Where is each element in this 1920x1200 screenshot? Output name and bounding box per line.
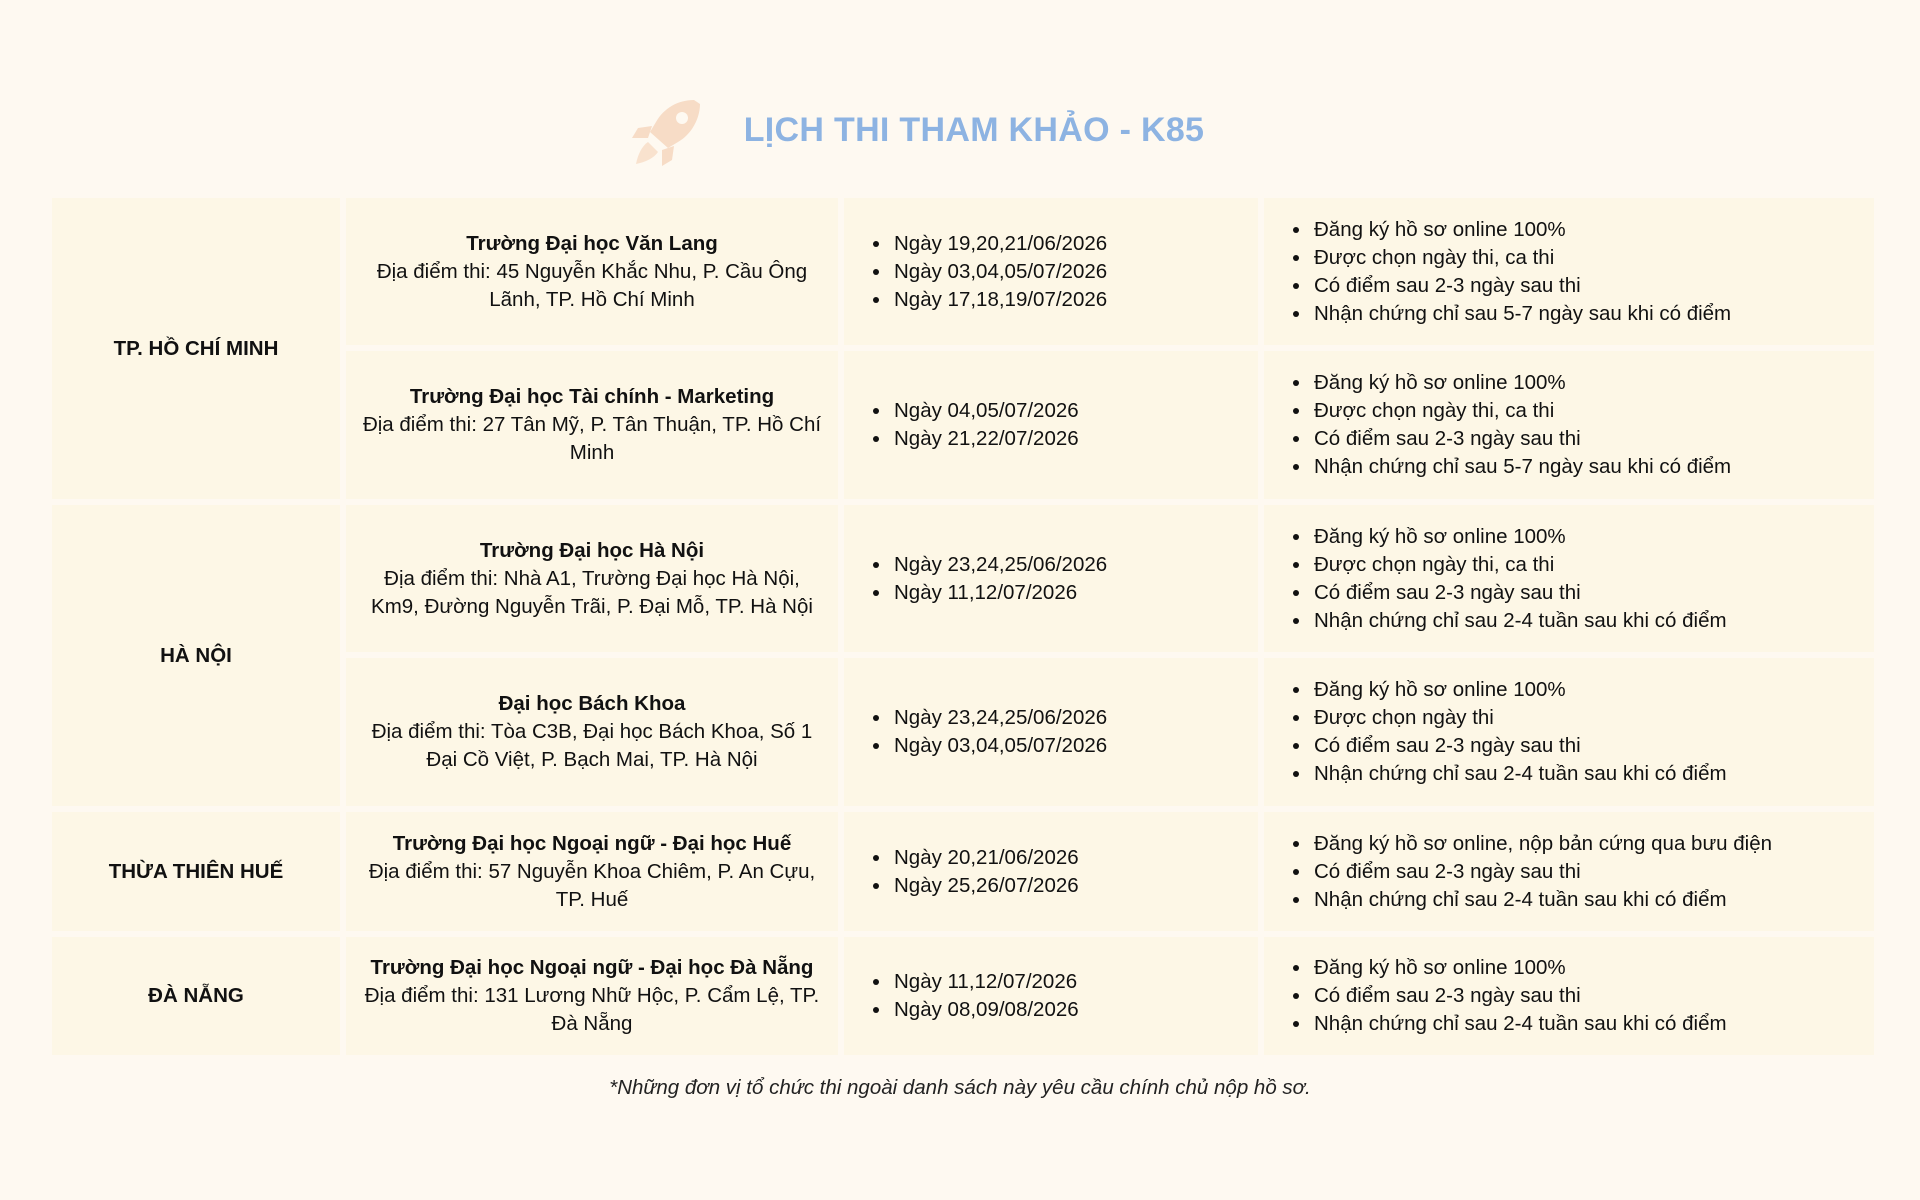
notes-cell	[1264, 351, 1874, 499]
school-name: Trường Đại học Tài chính - Marketing	[409, 385, 775, 408]
school-address: Địa điểm thi: Tòa C3B, Đại học Bách Khoa, Số 1 Đại Cồ Việt, P. Bạch Mai, TP. Hà Nội	[371, 720, 813, 771]
school-name: Trường Đại học Ngoại ngữ - Đại học Huế	[392, 831, 792, 855]
list-item: • Có điểm sau 2-3 ngày sau thi	[1312, 982, 1860, 1010]
list-item: • Đăng ký hồ sơ online 100%	[1312, 676, 1860, 704]
list-item: • Có điểm sau 2-3 ngày sau thi	[1312, 272, 1860, 300]
table-row	[52, 812, 1874, 931]
list-item: • Được chọn ngày thi, ca thi	[1312, 551, 1860, 579]
dates-cell	[844, 937, 1258, 1055]
list-item: • Ngày 19,20,21/06/2026	[892, 230, 1244, 258]
school-cell	[346, 351, 838, 499]
list-item: • Ngày 20,21/06/2026	[892, 844, 1244, 872]
table-row	[52, 505, 1874, 652]
dates-list	[858, 704, 1244, 760]
list-item: • Có điểm sau 2-3 ngày sau thi	[1312, 732, 1860, 760]
dates-cell	[844, 505, 1258, 652]
list-item: • Được chọn ngày thi, ca thi	[1312, 397, 1860, 425]
city-cell: TP. HỒ CHÍ MINH	[52, 198, 340, 499]
list-item: • Được chọn ngày thi	[1312, 704, 1860, 732]
notes-list	[1278, 369, 1860, 481]
dates-list	[858, 230, 1244, 314]
city-cell: THỪA THIÊN HUẾ	[52, 812, 340, 931]
dates-list	[858, 968, 1244, 1024]
list-item: • Ngày 04,05/07/2026	[892, 397, 1244, 425]
school-cell	[346, 658, 838, 806]
school-address: Địa điểm thi: 27 Tân Mỹ, P. Tân Thuận, TP. Hồ Chí Minh	[362, 413, 822, 464]
dates-cell	[844, 812, 1258, 931]
school-address: Địa điểm thi: Nhà A1, Trường Đại học Hà Nội, Km9, Đường Nguyễn Trãi, P. Đại Mỗ, TP. Hà Nội	[371, 566, 813, 618]
list-item: • Ngày 11,12/07/2026	[892, 579, 1244, 607]
list-item: • Đăng ký hồ sơ online, nộp bản cứng qua bưu điện	[1312, 830, 1860, 858]
dates-cell	[844, 658, 1258, 806]
notes-list	[1278, 676, 1860, 788]
list-item: • Đăng ký hồ sơ online 100%	[1312, 523, 1860, 551]
school-address: Địa điểm thi: 45 Nguyễn Khắc Nhu, P. Cầu Ông Lãnh, TP. Hồ Chí Minh	[376, 259, 808, 311]
school-cell	[346, 198, 838, 345]
notes-cell	[1264, 937, 1874, 1055]
list-item: • Ngày 21,22/07/2026	[892, 425, 1244, 453]
list-item: • Đăng ký hồ sơ online 100%	[1312, 216, 1860, 244]
city-cell: ĐÀ NẴNG	[52, 937, 340, 1055]
notes-cell	[1264, 198, 1874, 345]
list-item: • Ngày 03,04,05/07/2026	[892, 258, 1244, 286]
footnote: *Những đơn vị tổ chức thi ngoài danh sách này yêu cầu chính chủ nộp hồ sơ.	[609, 1076, 1311, 1099]
table-row	[52, 937, 1874, 1055]
dates-cell	[844, 198, 1258, 345]
list-item: • Ngày 25,26/07/2026	[892, 872, 1244, 900]
header	[0, 96, 1920, 166]
list-item: • Có điểm sau 2-3 ngày sau thi	[1312, 425, 1860, 453]
list-item: • Nhận chứng chỉ sau 2-4 tuần sau khi có điểm	[1312, 1010, 1860, 1038]
list-item: • Nhận chứng chỉ sau 2-4 tuần sau khi có điểm	[1312, 607, 1860, 635]
list-item: • Đăng ký hồ sơ online 100%	[1312, 954, 1860, 982]
list-item: • Ngày 08,09/08/2026	[892, 996, 1244, 1024]
city-cell: HÀ NỘI	[52, 505, 340, 806]
exam-schedule-table	[46, 192, 1880, 1061]
notes-cell	[1264, 812, 1874, 931]
school-address: Địa điểm thi: 57 Nguyễn Khoa Chiêm, P. An Cựu, TP. Huế	[368, 859, 816, 911]
list-item: • Ngày 23,24,25/06/2026	[892, 704, 1244, 732]
list-item: • Có điểm sau 2-3 ngày sau thi	[1312, 579, 1860, 607]
school-name: Trường Đại học Ngoại ngữ - Đại học Đà Nẵng	[370, 956, 814, 979]
notes-list	[1278, 523, 1860, 635]
list-item: • Nhận chứng chỉ sau 2-4 tuần sau khi có điểm	[1312, 760, 1860, 788]
school-name: Trường Đại học Văn Lang	[466, 231, 718, 255]
school-name: Đại học Bách Khoa	[498, 692, 686, 715]
notes-cell	[1264, 505, 1874, 652]
dates-cell	[844, 351, 1258, 499]
list-item: • Ngày 23,24,25/06/2026	[892, 551, 1244, 579]
list-item: • Nhận chứng chỉ sau 5-7 ngày sau khi có điểm	[1312, 453, 1860, 481]
list-item: • Ngày 11,12/07/2026	[892, 968, 1244, 996]
school-cell	[346, 505, 838, 652]
table-row	[52, 198, 1874, 345]
dates-list	[858, 397, 1244, 453]
page-title: LỊCH THI THAM KHẢO - K85	[743, 111, 1205, 149]
school-name: Trường Đại học Hà Nội	[479, 538, 705, 562]
list-item: • Đăng ký hồ sơ online 100%	[1312, 369, 1860, 397]
list-item: • Ngày 03,04,05/07/2026	[892, 732, 1244, 760]
notes-cell	[1264, 658, 1874, 806]
school-cell	[346, 937, 838, 1055]
school-cell	[346, 812, 838, 931]
notes-list	[1278, 954, 1860, 1038]
list-item: • Ngày 17,18,19/07/2026	[892, 286, 1244, 314]
list-item: • Nhận chứng chỉ sau 2-4 tuần sau khi có điểm	[1312, 886, 1860, 914]
dates-list	[858, 844, 1244, 900]
school-address: Địa điểm thi: 131 Lương Nhữ Hộc, P. Cẩm Lệ, TP. Đà Nẵng	[364, 984, 820, 1035]
list-item: • Được chọn ngày thi, ca thi	[1312, 244, 1860, 272]
list-item: • Có điểm sau 2-3 ngày sau thi	[1312, 858, 1860, 886]
notes-list	[1278, 830, 1860, 914]
list-item: • Nhận chứng chỉ sau 5-7 ngày sau khi có điểm	[1312, 300, 1860, 328]
notes-list	[1278, 216, 1860, 328]
dates-list	[858, 551, 1244, 607]
